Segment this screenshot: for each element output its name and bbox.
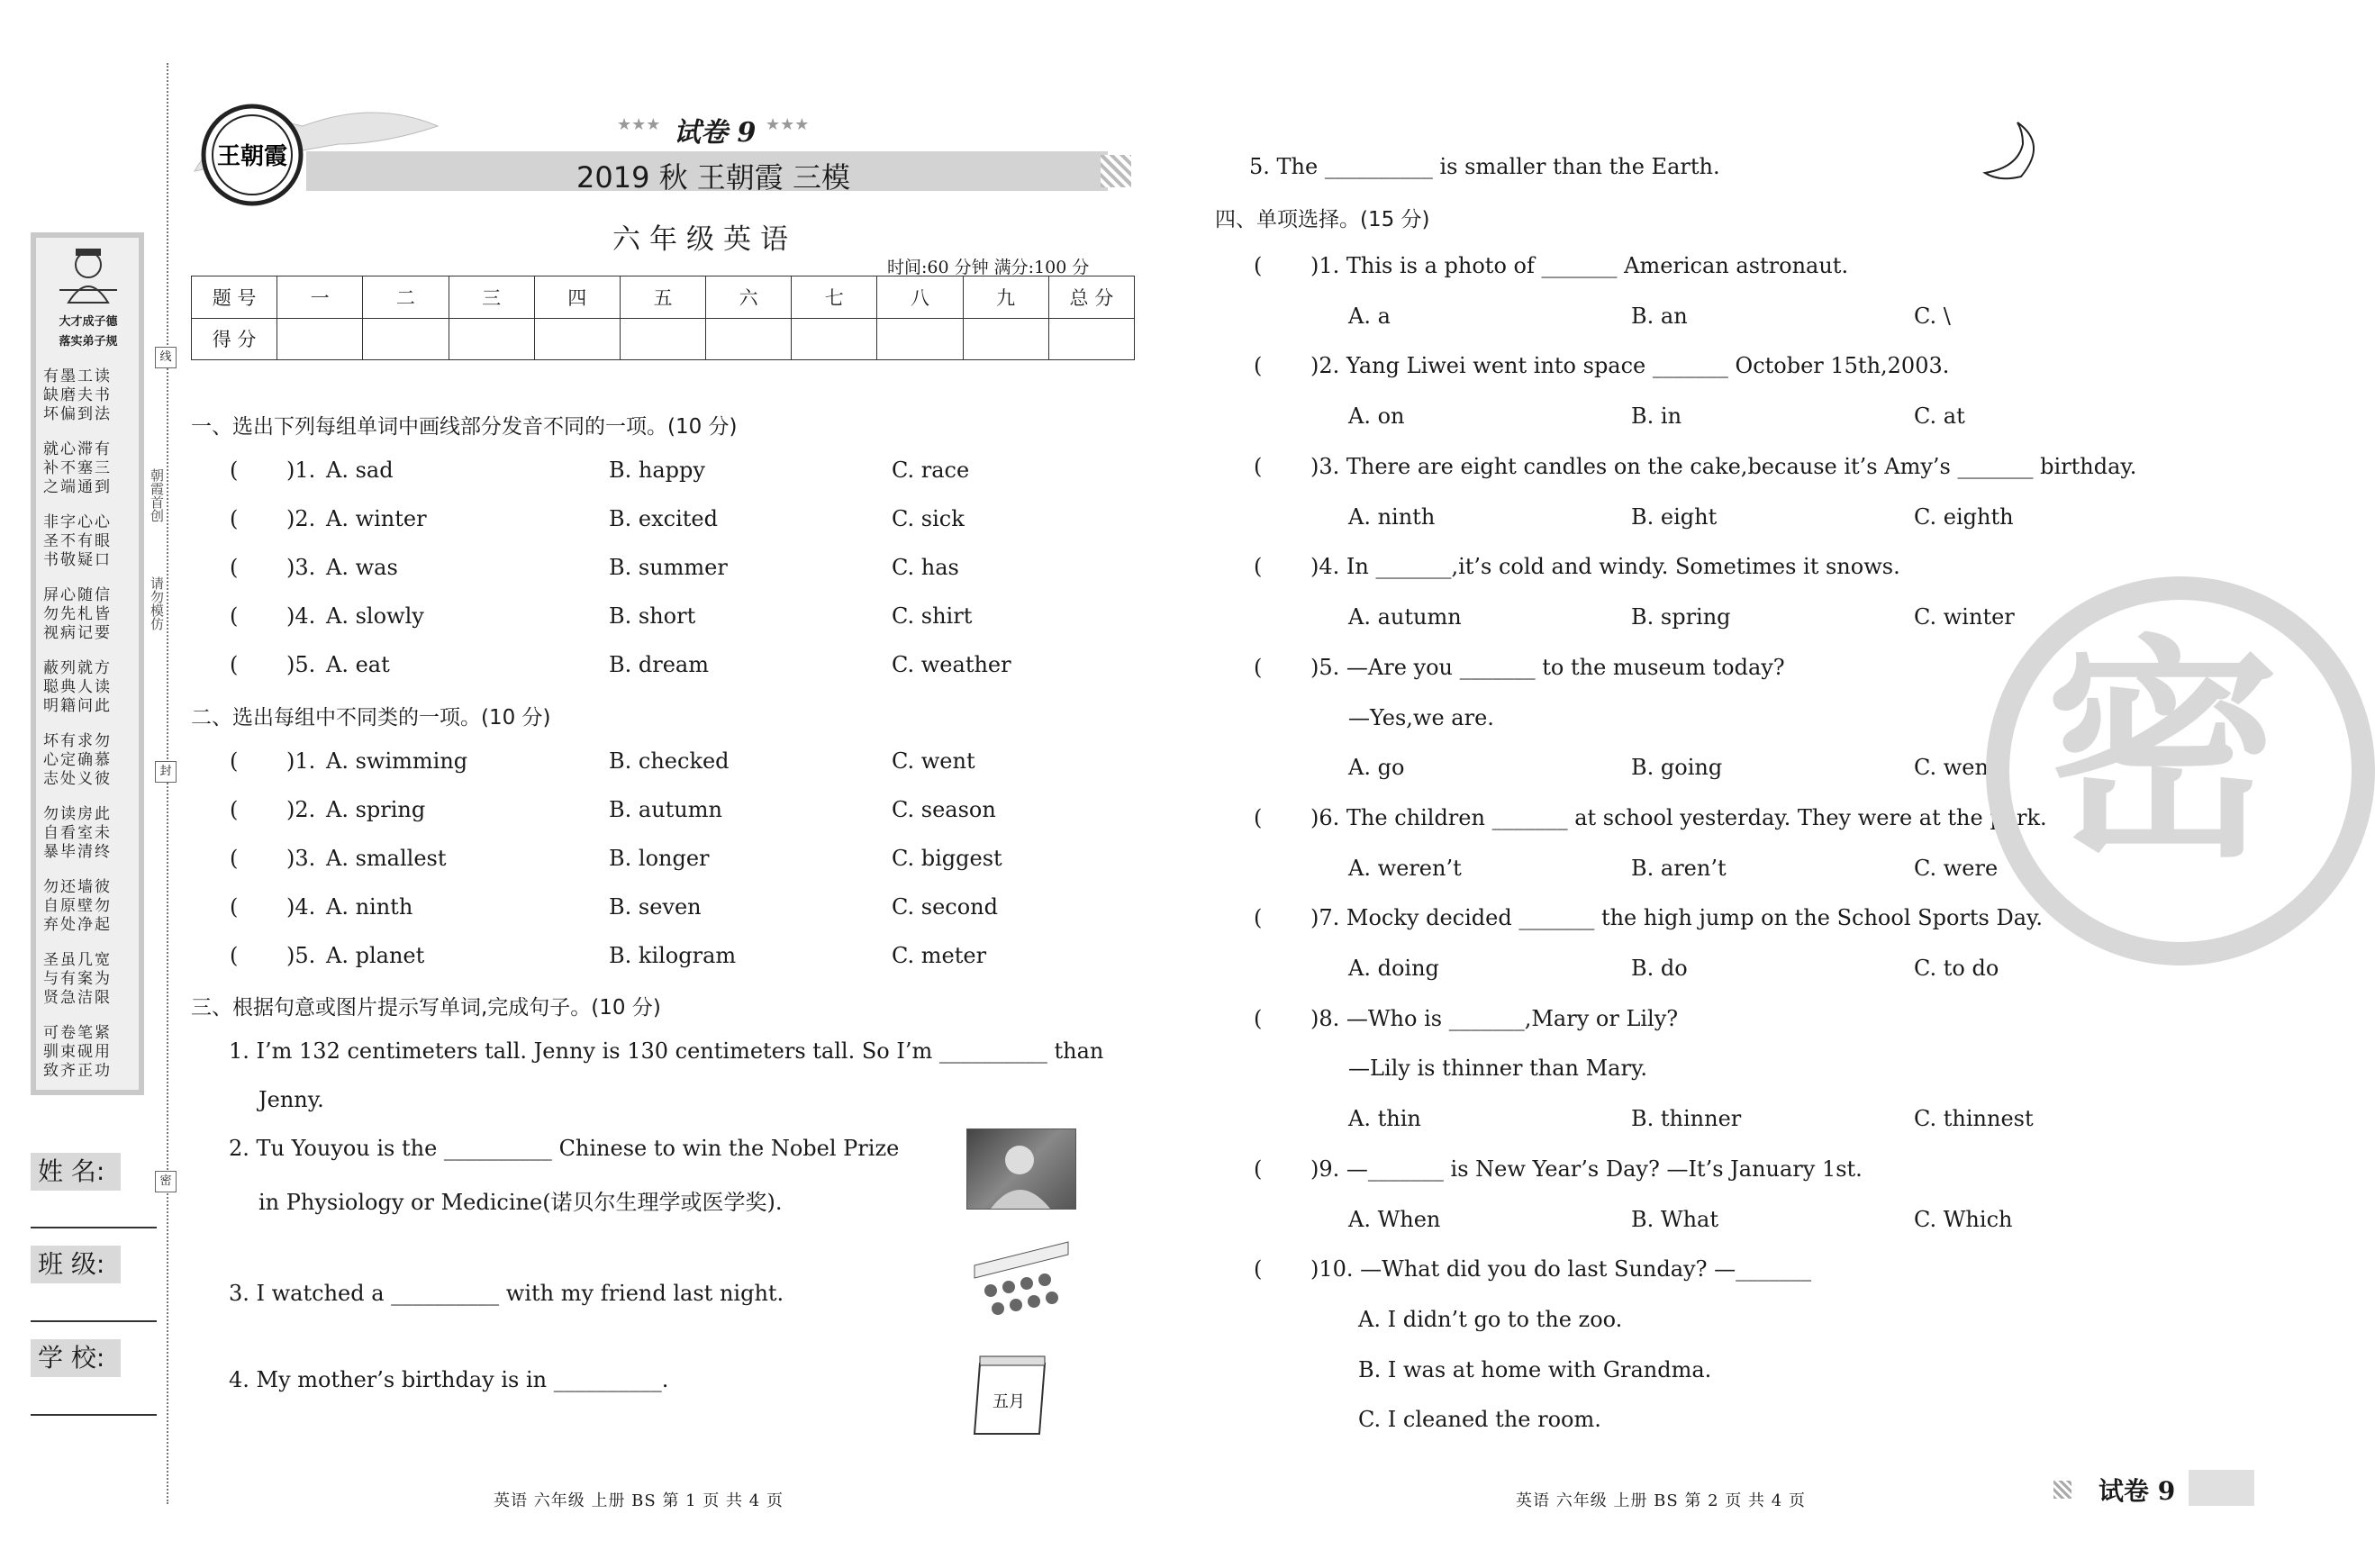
option-c: C. went	[892, 748, 975, 774]
seal-box-secret: 密	[155, 1171, 177, 1192]
motto-verse: 有墨工读 缺磨夫书 坏偏到法	[43, 367, 112, 423]
fill-question-2-cont: in Physiology or Medicine(诺贝尔生理学或医学奖).	[258, 1190, 783, 1215]
option-c: C. sick	[892, 506, 965, 531]
exam-title: 2019 秋 王朝霞 三模	[576, 160, 850, 195]
score-column: 三	[449, 276, 534, 319]
option-a: A. go	[1348, 755, 1405, 780]
mc-question: )1. This is a photo of _______ American astronaut.	[1310, 253, 1849, 278]
option-c: C. to do	[1914, 956, 1999, 981]
option-a: A. swimming	[326, 748, 468, 774]
answer-paren[interactable]: (	[1254, 1156, 1263, 1182]
question-number: )5.	[286, 652, 316, 677]
option-b: B. dream	[609, 652, 709, 677]
footer-left: 英语 六年级 上册 BS 第 1 页 共 4 页	[494, 1491, 784, 1510]
mc-question: )9. —_______ is New Year’s Day? —It’s January 1st.	[1310, 1156, 1863, 1182]
option-a: A. planet	[326, 943, 425, 968]
score-cell[interactable]	[1048, 318, 1134, 360]
seal-box-line: 线	[155, 347, 177, 368]
option-a: A. ninth	[326, 894, 413, 920]
option-c: C. biggest	[892, 846, 1002, 871]
option-a: A. weren’t	[1348, 856, 1462, 881]
option-b: B. in	[1631, 403, 1682, 429]
option-a: A. doing	[1348, 956, 1439, 981]
fill-question-1: 1. I’m 132 centimeters tall. Jenny is 130 centimeters tall. So I’m __________ than	[229, 1038, 1104, 1064]
option-b: B. an	[1631, 304, 1688, 329]
option-b: B. seven	[609, 894, 702, 920]
section-4-title: 四、单项选择。(15 分)	[1215, 208, 1430, 231]
fill-question-5: 5. The __________ is smaller than the Earth.	[1249, 154, 1720, 179]
mc-question: )8. —Who is _______,Mary or Lily?	[1310, 1006, 1679, 1031]
class-label: 班 级:	[31, 1246, 121, 1283]
score-cell[interactable]	[706, 318, 792, 360]
mc-question-reply: —Lily is thinner than Mary.	[1348, 1056, 1647, 1081]
option-c: C. were	[1914, 856, 1999, 881]
question-number: )4.	[286, 603, 316, 629]
score-column: 八	[877, 276, 963, 319]
answer-paren[interactable]: (	[230, 797, 239, 822]
secret-stamp	[1986, 576, 2375, 965]
score-cell[interactable]	[363, 318, 449, 360]
exam-number: 试卷 9	[674, 117, 757, 149]
option-c: C. winter	[1914, 604, 2015, 630]
badge-band	[2189, 1470, 2254, 1506]
brand-logo	[198, 101, 306, 209]
score-column: 七	[792, 276, 877, 319]
option-c: C. at	[1914, 403, 1965, 429]
mc-question: )10. —What did you do last Sunday? —_______	[1310, 1256, 1812, 1282]
question-number: )2.	[286, 797, 316, 822]
option-c: C. second	[892, 894, 998, 920]
calendar-icon	[971, 1351, 1052, 1441]
option-a: A. thin	[1348, 1106, 1421, 1131]
option-b: B. summer	[609, 555, 728, 580]
svg-text:五月: 五月	[993, 1392, 1025, 1411]
mc-question: )3. There are eight candles on the cake,because it’s Amy’s _______ birthday.	[1310, 454, 2137, 479]
class-field[interactable]	[31, 1320, 157, 1322]
motto-verse: 勿读房此 自看室未 暴毕清终	[43, 805, 112, 861]
slogan-line-2: 落实弟子规	[59, 335, 118, 349]
motto-verse: 可卷笔紧 驯束砚用 致齐正功	[43, 1024, 112, 1080]
score-cell[interactable]	[620, 318, 705, 360]
answer-paren[interactable]: (	[1254, 655, 1263, 680]
fill-question-1-cont: Jenny.	[258, 1087, 324, 1112]
option-c: C. weather	[892, 652, 1011, 677]
option-a: A. a	[1348, 304, 1391, 329]
stamp-character: 密	[2045, 617, 2280, 889]
answer-paren[interactable]: (	[230, 458, 239, 483]
option-b: B. autumn	[609, 797, 722, 822]
answer-paren[interactable]: (	[1254, 353, 1263, 378]
footer-right: 英语 六年级 上册 BS 第 2 页 共 4 页	[1516, 1491, 1806, 1510]
score-cell[interactable]	[534, 318, 620, 360]
score-column: 六	[706, 276, 792, 319]
question-number: )3.	[286, 846, 316, 871]
page-badge: 试卷 9	[2099, 1476, 2176, 1506]
answer-paren[interactable]: (	[1254, 1006, 1263, 1031]
fill-question-4: 4. My mother’s birthday is in __________.	[229, 1367, 669, 1392]
motto-verse: 就心滞有 补不塞三 之端通到	[43, 440, 112, 496]
motto-verse: 圣虽几宽 与有案为 贤急洁限	[43, 951, 112, 1007]
score-cell[interactable]	[877, 318, 963, 360]
option-c: C. thinnest	[1914, 1106, 2034, 1131]
binding-line	[167, 63, 168, 1504]
answer-paren[interactable]: (	[230, 748, 239, 774]
option-b: B. eight	[1631, 504, 1718, 530]
question-number: )5.	[286, 943, 316, 968]
question-number: )2.	[286, 506, 316, 531]
motto-verse: 屏心随信 勿先札皆 视病记要	[43, 586, 112, 642]
option-b: B. do	[1631, 956, 1688, 981]
option-a: A. autumn	[1348, 604, 1462, 630]
subject-title: 六年级英语	[612, 223, 797, 256]
score-column: 一	[277, 276, 363, 319]
answer-paren[interactable]: (	[1254, 554, 1263, 579]
school-label: 学 校:	[31, 1339, 121, 1377]
option-c: C. I cleaned the room.	[1358, 1407, 1601, 1432]
name-label: 姓 名:	[31, 1153, 121, 1191]
badge-pattern	[2053, 1481, 2071, 1499]
score-cell[interactable]	[792, 318, 877, 360]
option-a: A. When	[1348, 1207, 1441, 1232]
option-a: A. smallest	[326, 846, 447, 871]
answer-paren[interactable]: (	[230, 846, 239, 871]
score-cell[interactable]	[449, 318, 534, 360]
question-number: )1.	[286, 458, 316, 483]
portrait-photo	[966, 1128, 1076, 1210]
option-a: A. I didn’t go to the zoo.	[1358, 1307, 1623, 1332]
question-number: )4.	[286, 894, 316, 920]
option-a: A. was	[326, 555, 398, 580]
answer-paren[interactable]: (	[1254, 454, 1263, 479]
answer-paren[interactable]: (	[230, 943, 239, 968]
score-cell[interactable]	[963, 318, 1048, 360]
question-number: )1.	[286, 748, 316, 774]
section-3-title: 三、根据句意或图片提示写单词,完成句子。(10 分)	[191, 996, 661, 1020]
answer-paren[interactable]: (	[230, 894, 239, 920]
score-column: 总 分	[1048, 276, 1134, 319]
slogan-line-1: 大才成子德	[59, 315, 118, 329]
option-c: C. shirt	[892, 603, 973, 629]
section-2-title: 二、选出每组中不同类的一项。(10 分)	[191, 706, 551, 730]
option-b: B. short	[609, 603, 696, 629]
score-column: 二	[363, 276, 449, 319]
option-b: B. excited	[609, 506, 718, 531]
name-field[interactable]	[31, 1227, 157, 1228]
option-b: B. checked	[609, 748, 730, 774]
answer-paren[interactable]: (	[230, 506, 239, 531]
answer-paren[interactable]: (	[1254, 905, 1263, 930]
crescent-moon-icon	[1981, 117, 2053, 185]
mc-question: )7. Mocky decided _______ the high jump on the School Sports Day.	[1310, 905, 2043, 930]
option-b: B. longer	[609, 846, 710, 871]
option-c: C. eighth	[1914, 504, 2014, 530]
star-right-icon: ★★★	[766, 115, 810, 134]
score-column: 五	[620, 276, 705, 319]
answer-paren[interactable]: (	[1254, 253, 1263, 278]
option-b: B. spring	[1631, 604, 1731, 630]
score-column: 四	[534, 276, 620, 319]
fill-question-2: 2. Tu Youyou is the __________ Chinese to win the Nobel Prize	[229, 1136, 900, 1161]
motto-verse: 勿还墙彼 自原壁勿 弃处净起	[43, 878, 112, 934]
mc-question: )2. Yang Liwei went into space _______ October 15th,2003.	[1310, 353, 1950, 378]
option-c: C. went	[1914, 755, 1998, 780]
band-pattern	[1101, 155, 1131, 187]
portrait-figure-icon	[967, 1129, 1075, 1209]
score-column: 九	[963, 276, 1048, 319]
option-a: A. winter	[326, 506, 427, 531]
svg-text:王朝霞: 王朝霞	[216, 143, 288, 170]
mc-question-reply: —Yes,we are.	[1348, 705, 1494, 730]
answer-paren[interactable]: (	[230, 555, 239, 580]
score-row-label: 得 分	[192, 318, 277, 360]
score-row-label: 题 号	[192, 276, 277, 319]
score-value-row	[192, 318, 1135, 360]
answer-paren[interactable]: (	[1254, 1256, 1263, 1282]
option-b: B. aren’t	[1631, 856, 1727, 881]
option-c: C. meter	[892, 943, 987, 968]
star-left-icon: ★★★	[617, 115, 661, 134]
score-header-row	[192, 276, 1135, 319]
seal-box-seal: 封	[155, 761, 177, 783]
fill-question-3: 3. I watched a __________ with my friend last night.	[229, 1281, 784, 1306]
option-a: A. spring	[326, 797, 426, 822]
option-a: A. slowly	[326, 603, 424, 629]
option-b: B. going	[1631, 755, 1723, 780]
option-c: C. Which	[1914, 1207, 2013, 1232]
mc-question: )6. The children _______ at school yesterday. They were at the park.	[1310, 805, 2047, 830]
side-note-no-copy: 请勿模仿	[149, 576, 165, 630]
option-a: A. eat	[326, 652, 390, 677]
answer-paren[interactable]: (	[230, 652, 239, 677]
option-b: B. happy	[609, 458, 705, 483]
answer-paren[interactable]: (	[1254, 805, 1263, 830]
scholar-illustration	[56, 243, 121, 306]
motto-verse: 坏有求勿 心定确慕 志处义彼	[43, 732, 112, 788]
score-cell[interactable]	[277, 318, 363, 360]
answer-paren[interactable]: (	[230, 603, 239, 629]
option-b: B. kilogram	[609, 943, 737, 968]
question-number: )3.	[286, 555, 316, 580]
mc-question: )4. In _______,it’s cold and windy. Sometimes it snows.	[1310, 554, 1900, 579]
side-note-original: 朝霞首创	[149, 468, 165, 522]
option-a: A. on	[1348, 403, 1405, 429]
option-c: C. season	[892, 797, 996, 822]
option-b: B. I was at home with Grandma.	[1358, 1357, 1712, 1382]
option-a: A. ninth	[1348, 504, 1436, 530]
option-b: B. thinner	[1631, 1106, 1742, 1131]
cinema-audience-icon	[971, 1238, 1072, 1327]
mc-question: )5. —Are you _______ to the museum today?	[1310, 655, 1785, 680]
section-1-title: 一、选出下列每组单词中画线部分发音不同的一项。(10 分)	[191, 415, 738, 439]
option-c: C. \	[1914, 304, 1951, 329]
time-info: 时间:60 分钟 满分:100 分	[887, 258, 1090, 277]
school-field[interactable]	[31, 1414, 157, 1416]
option-c: C. race	[892, 458, 970, 483]
option-b: B. What	[1631, 1207, 1718, 1232]
motto-verse: 非字心心 圣不有眼 书敬疑口	[43, 513, 112, 569]
option-c: C. has	[892, 555, 959, 580]
option-a: A. sad	[326, 458, 394, 483]
score-table	[191, 276, 1135, 360]
motto-verse: 蔽列就方 聪典人读 明籍问此	[43, 659, 112, 715]
